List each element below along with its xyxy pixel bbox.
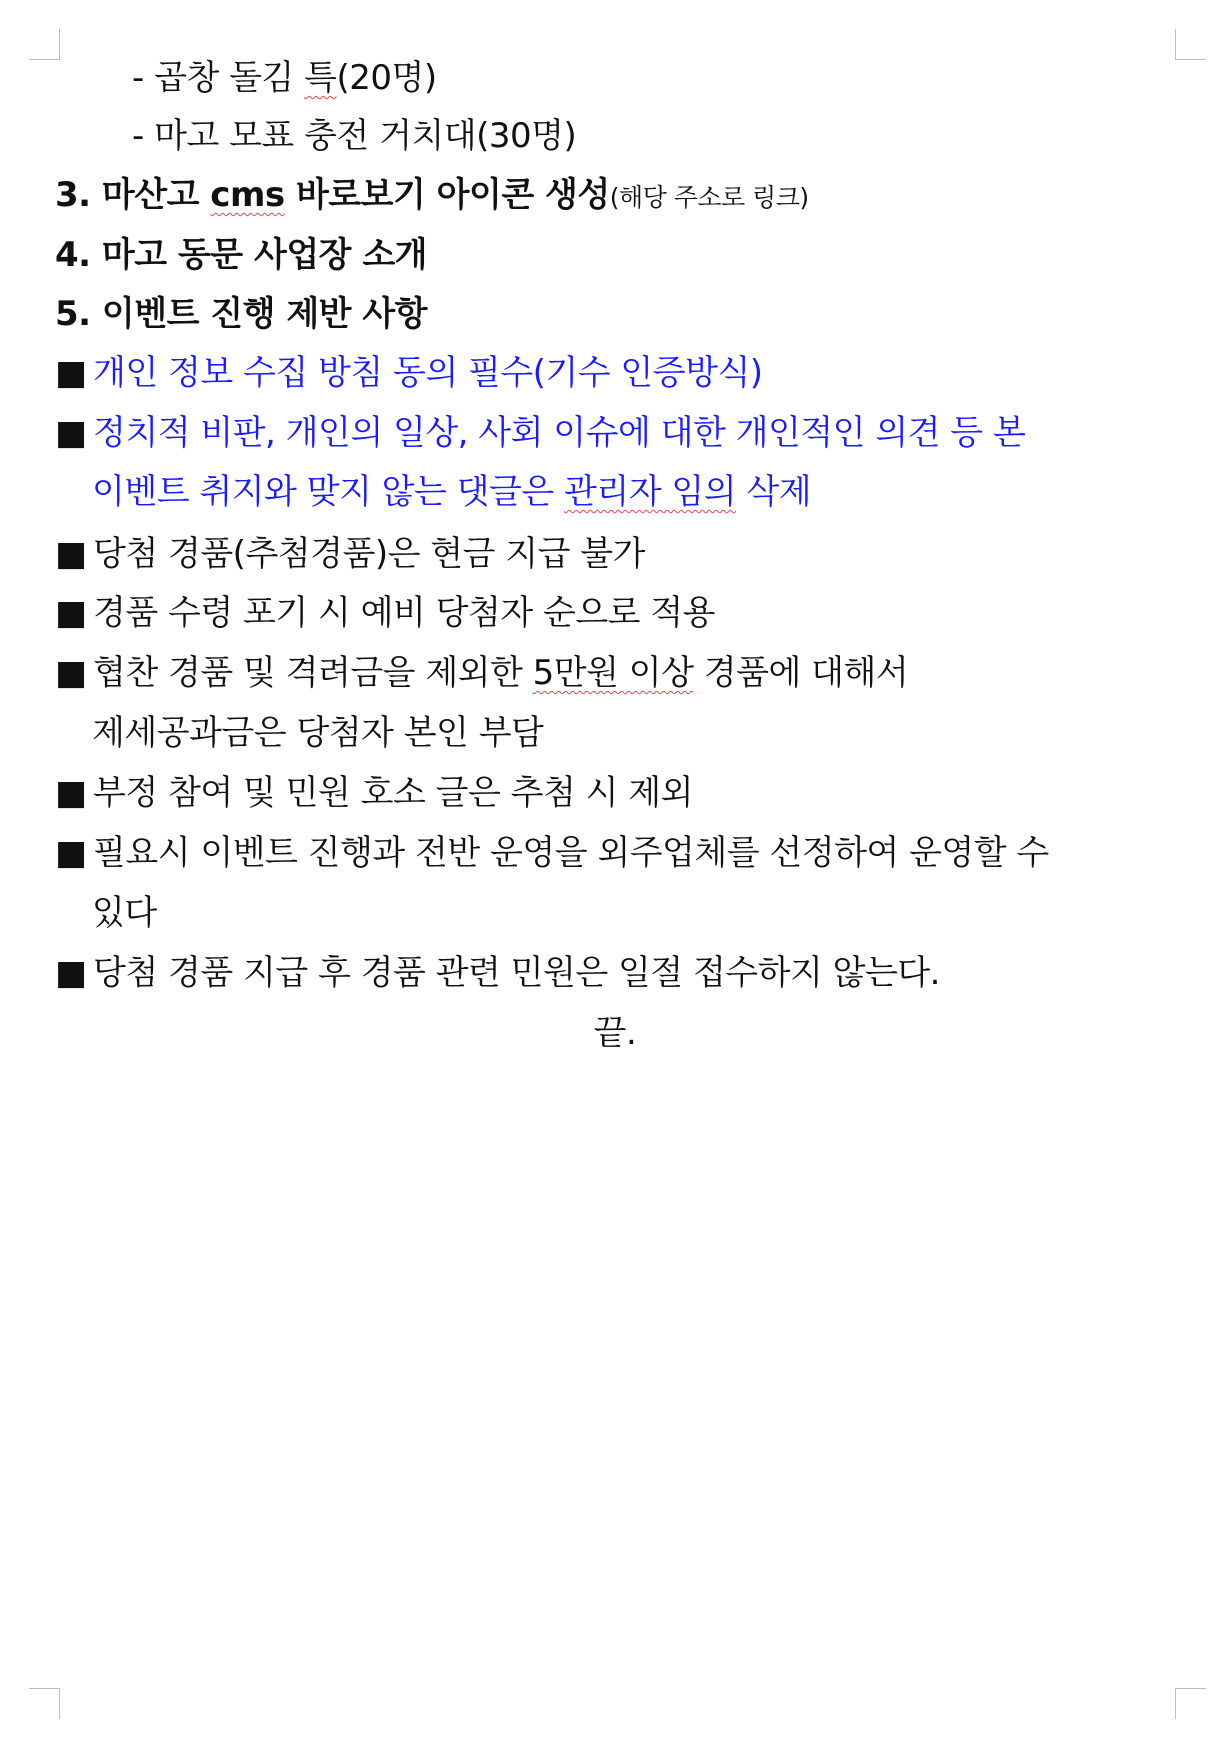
bullet-text: 있다 — [92, 893, 157, 933]
square-bullet-icon: ■ — [55, 353, 87, 393]
heading-text: 마산고 — [101, 175, 211, 215]
bullet-outsourcing — [55, 830, 1049, 876]
square-bullet-icon: ■ — [55, 773, 87, 813]
section-heading-4 — [55, 232, 427, 278]
bullet-comment-policy — [55, 410, 1025, 456]
bullet-fraud-exclusion — [55, 770, 693, 816]
bullet-text: 정치적 비판, 개인의 일상, 사회 이슈에 대한 개인적인 의견 등 본 — [93, 413, 1026, 453]
heading-text: 이벤트 진행 제반 사항 — [101, 294, 428, 334]
bullet-text-end: 삭제 — [736, 472, 812, 512]
sub-item-charger-stand — [132, 113, 576, 159]
bullet-text: 필요시 이벤트 진행과 전반 운영을 외주업체를 선정하여 운영할 수 — [93, 833, 1049, 873]
bullet-text: 부정 참여 및 민원 호소 글은 추첨 시 제외 — [93, 773, 693, 813]
heading-note: (해당 주소로 링크) — [609, 183, 809, 212]
bullet-text: 경품 수령 포기 시 예비 당첨자 순으로 적용 — [93, 593, 715, 633]
square-bullet-icon: ■ — [55, 413, 87, 453]
dash-marker: - — [132, 116, 144, 156]
square-bullet-icon: ■ — [55, 653, 87, 693]
sub-item-text: 마고 모표 충전 거치대(30명) — [154, 116, 577, 156]
sub-item-text: 곱창 돌김 — [154, 58, 305, 98]
bullet-no-cash — [55, 531, 645, 577]
spellcheck-word: 5만원 이상 — [532, 653, 694, 693]
bullet-text: 제세공과금은 당첨자 본인 부담 — [92, 713, 544, 753]
bullet-comment-policy-continued — [92, 469, 811, 515]
square-bullet-icon: ■ — [55, 953, 87, 993]
end-mark: 끝. — [593, 1013, 637, 1053]
bullet-privacy-consent — [55, 350, 763, 396]
section-number: 4. — [55, 235, 91, 275]
heading-text: 마고 동문 사업장 소개 — [101, 235, 428, 275]
page-corner-mark-top-left — [29, 29, 60, 60]
square-bullet-icon: ■ — [55, 833, 87, 873]
bullet-outsourcing-continued — [92, 890, 157, 936]
sub-item-text-end: (20명) — [336, 58, 437, 98]
bullet-tax-continued — [92, 710, 543, 756]
section-number: 5. — [55, 294, 91, 334]
bullet-text: 당첨 경품(추첨경품)은 현금 지급 불가 — [93, 534, 645, 574]
bullet-text: 이벤트 취지와 맞지 않는 댓글은 — [92, 472, 565, 512]
sub-item-seaweed — [132, 55, 437, 101]
page-corner-mark-top-right — [1175, 29, 1206, 60]
heading-text-end: 바로보기 아이콘 생성 — [284, 175, 610, 215]
bullet-no-complaints — [55, 950, 940, 996]
page-corner-mark-bottom-right — [1175, 1688, 1206, 1719]
bullet-text: 개인 정보 수집 방침 동의 필수(기수 인증방식) — [93, 353, 763, 393]
bullet-tax — [55, 650, 908, 696]
bullet-text: 당첨 경품 지급 후 경품 관련 민원은 일절 접수하지 않는다. — [93, 953, 940, 993]
dash-marker: - — [132, 58, 144, 98]
bullet-text: 협찬 경품 및 격려금을 제외한 — [93, 653, 533, 693]
square-bullet-icon: ■ — [55, 593, 87, 633]
section-heading-3 — [55, 172, 809, 221]
square-bullet-icon: ■ — [55, 534, 87, 574]
page-corner-mark-bottom-left — [29, 1688, 60, 1719]
section-number: 3. — [55, 175, 91, 215]
bullet-text-end: 경품에 대해서 — [693, 653, 909, 693]
bullet-forfeit — [55, 590, 715, 636]
spellcheck-word: 특 — [304, 58, 337, 98]
section-heading-5 — [55, 291, 427, 337]
spellcheck-word: 관리자 임의 — [564, 472, 737, 512]
spellcheck-word: cms — [210, 175, 285, 215]
